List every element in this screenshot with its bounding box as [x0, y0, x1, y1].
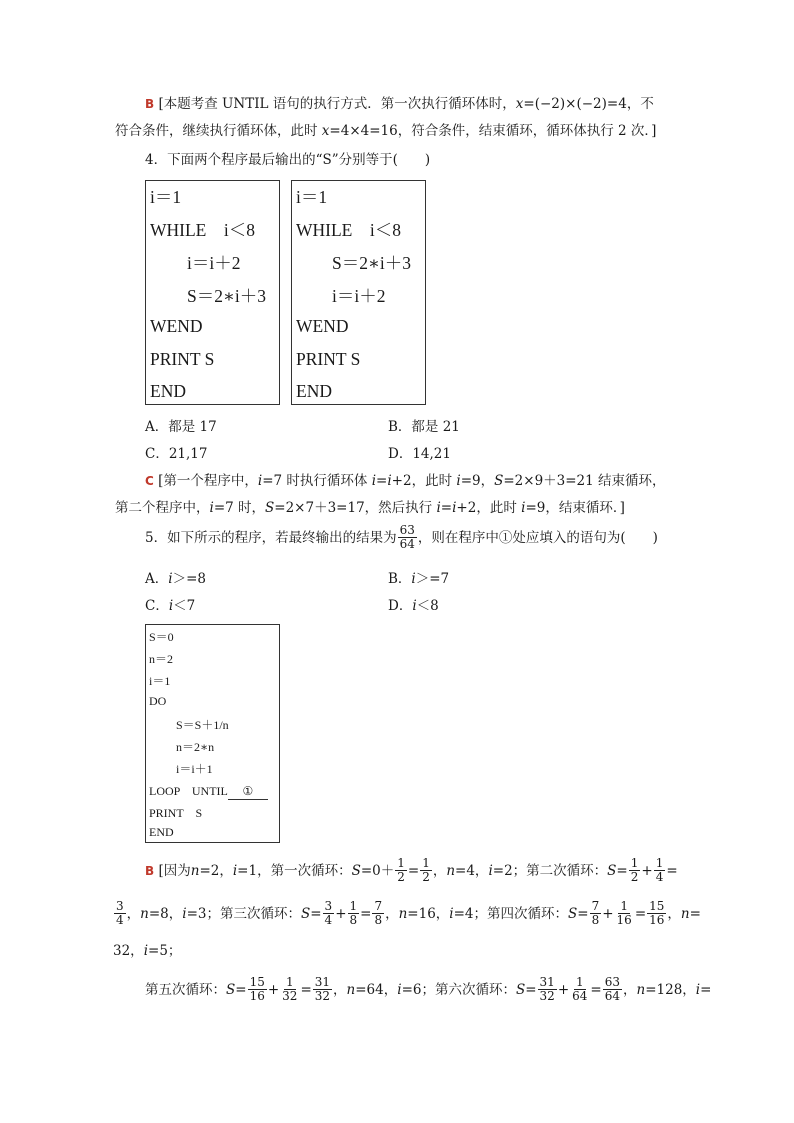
- code-line: i＝i＋2: [332, 286, 386, 306]
- fraction: $\frac{15}{16}$: [649, 899, 665, 927]
- q5-stem: 5．如下所示的程序，若最终输出的结果为 $\frac{63}{64}$ ，则在程序中①处应填入的语句为( ): [145, 523, 658, 551]
- fraction: $\frac{3}{4}$: [324, 899, 333, 927]
- q4-answer-line1: C [第一个程序中，i=7 时执行循环体 i=i+2，此时 i=9，S=2×9＋3=21 结束循环，: [145, 473, 666, 489]
- code-line: DO: [149, 694, 167, 708]
- code-line: PRINT S: [150, 349, 215, 369]
- fraction: $\frac{31}{32}$: [314, 975, 331, 1003]
- fraction: $\frac{1}{2}$: [422, 856, 430, 884]
- q5-option-a: A．i＞=8: [145, 571, 206, 587]
- code-line: n＝2∗n: [176, 740, 215, 754]
- q4-option-c: C．21,17: [145, 446, 208, 462]
- fraction: $\frac{15}{16}$: [249, 975, 265, 1003]
- code-line: PRINT S: [149, 806, 203, 820]
- q5-answer-line4: 第五次循环： S = $\frac{15}{16}$ + $\frac{1}{32}$ = $\frac{31}{32}$ ， n =64， i =6；第六次循环： S = $\frac{31}{32}$ + $\frac{1}{64}$ = $\frac{63}{64}$ ， n =128， i =: [145, 975, 712, 1003]
- q4-option-a: A．都是 17: [145, 419, 217, 435]
- fraction: $\frac{1}{32}$: [282, 975, 298, 1003]
- fraction: $\frac{1}{4}$: [655, 856, 664, 884]
- q5-answer-line1: B [因为 n =2， i =1，第一次循环： S =0＋ $\frac{1}{2}$ = $\frac{1}{2}$ ， n =4， i =2；第二次循环： S = $\frac{1}{2}$ + $\frac{1}{4}$ =: [145, 856, 678, 884]
- answer-blank: ①: [228, 784, 268, 800]
- fraction: $\frac{31}{32}$: [539, 975, 555, 1003]
- code-line: S＝S＋1/n: [176, 718, 229, 732]
- code-line: WEND: [150, 316, 203, 336]
- q3-answer-line1: B [本题考查 UNTIL 语句的执行方式．第一次执行循环体时，x=(−2)×(−2)=4，不: [145, 96, 654, 112]
- q5-program-box: [145, 624, 280, 843]
- fraction: $\frac{1}{16}$: [616, 899, 632, 927]
- fraction: $\frac{7}{8}$: [591, 899, 600, 927]
- code-line: END: [150, 381, 186, 401]
- q4-program1-box: [145, 180, 280, 405]
- code-line: END: [149, 825, 174, 839]
- code-line: S＝0: [149, 630, 174, 644]
- code-line: i＝i＋2: [187, 253, 241, 273]
- fraction: $\frac{3}{4}$: [116, 899, 124, 927]
- code-line: i＝i＋1: [176, 762, 213, 776]
- q4-option-d: D．14,21: [388, 446, 451, 462]
- q5-answer-line3: 32，i=5；: [113, 943, 182, 959]
- q3-answer-line2: 符合条件，继续执行循环体，此时 x=4×4=16，符合条件，结束循环，循环体执行 2 次．]: [115, 123, 657, 139]
- code-line: WHILE i＜8: [296, 220, 401, 240]
- q5-answer-line2: $\frac{3}{4}$ ， n =8， i =3；第三次循环： S = $\frac{3}{4}$ + $\frac{1}{8}$ = $\frac{7}{8}$ ， n =16， i =4；第四次循环： S = $\frac{7}{8}$ + $\frac{1}{16}$ = $\frac{15}{16}$ ， n =: [116, 899, 701, 927]
- q4-option-b: B．都是 21: [388, 419, 460, 435]
- fraction: $\frac{7}{8}$: [374, 899, 383, 927]
- answer-letter: B: [145, 97, 155, 111]
- code-line-until: LOOP UNTIL ①: [149, 782, 268, 800]
- code-line: S＝2∗i＋3: [332, 253, 411, 273]
- q5-option-b: B．i＞=7: [388, 571, 450, 587]
- fraction: $\frac{1}{2}$: [630, 856, 639, 884]
- q4-answer-line2: 第二个程序中，i=7 时，S=2×7＋3=17，然后执行 i=i+2，此时 i=9，结束循环．]: [115, 500, 625, 516]
- fraction: $\frac{63}{64}$: [399, 523, 415, 551]
- q4-program2-box: [291, 180, 426, 405]
- answer-letter: B: [145, 863, 155, 878]
- code-line: n＝2: [149, 652, 174, 666]
- code-line: i＝1: [296, 187, 328, 207]
- code-line: i＝1: [150, 187, 182, 207]
- fraction: $\frac{1}{8}$: [349, 899, 358, 927]
- code-line: i＝1: [149, 674, 171, 688]
- q5-option-d: D．i＜8: [388, 598, 439, 614]
- fraction: $\frac{1}{64}$: [572, 975, 588, 1003]
- q5-option-c: C．i＜7: [145, 598, 196, 614]
- fraction: $\frac{1}{2}$: [397, 856, 405, 884]
- answer-letter: C: [145, 474, 154, 488]
- q4-stem: 4．下面两个程序最后输出的“S”分别等于( ): [145, 152, 431, 168]
- code-line: PRINT S: [296, 349, 361, 369]
- code-line: S＝2∗i＋3: [187, 286, 266, 306]
- fraction: $\frac{63}{64}$: [604, 975, 620, 1003]
- code-line: END: [296, 381, 332, 401]
- code-line: WEND: [296, 316, 349, 336]
- code-line: WHILE i＜8: [150, 220, 255, 240]
